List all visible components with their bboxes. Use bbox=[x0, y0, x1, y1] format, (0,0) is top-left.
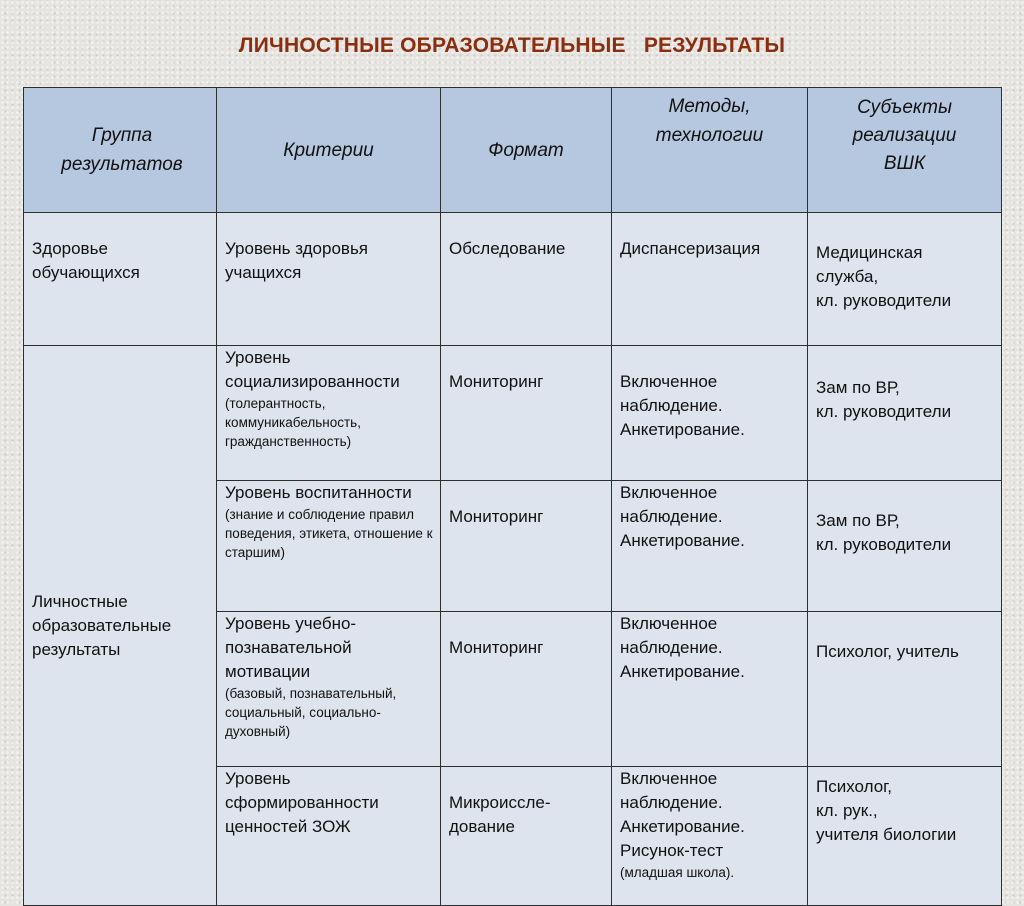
page-title: ЛИЧНОСТНЫЕ ОБРАЗОВАТЕЛЬНЫЕ РЕЗУЛЬТАТЫ bbox=[238, 34, 786, 57]
format-cell: Мониторинг bbox=[441, 346, 612, 481]
criterion-cell: Уровень учебно-познавательной мотивации (базовый, познавательный, социальный, социально-духовный) bbox=[217, 612, 441, 767]
header-methods: Методы, технологии bbox=[612, 88, 808, 213]
group-cell: Здоровье обучающихся bbox=[24, 213, 217, 346]
subjects-cell: Медицинская служба, кл. руководители bbox=[808, 213, 1002, 346]
methods-cell: Диспансеризация bbox=[612, 213, 808, 346]
subjects-cell: Психолог, кл. рук., учителя биологии bbox=[808, 767, 1002, 906]
criterion-cell: Уровень здоровья учащихся bbox=[217, 213, 441, 346]
methods-cell: Включенное наблюдение. Анкетирование. Рисунок-тест (младшая школа). bbox=[612, 767, 808, 906]
results-table bbox=[23, 87, 1002, 906]
subjects-cell: Зам по ВР, кл. руководители bbox=[808, 346, 1002, 481]
criterion-cell: Уровень воспитанности (знание и соблюдение правил поведения, этикета, отношение к старшим) bbox=[217, 481, 441, 612]
methods-cell: Включенное наблюдение. Анкетирование. bbox=[612, 346, 808, 481]
methods-cell: Включенное наблюдение. Анкетирование. bbox=[612, 612, 808, 767]
format-cell: Микроиссле-дование bbox=[441, 767, 612, 906]
methods-cell: Включенное наблюдение. Анкетирование. bbox=[612, 481, 808, 612]
header-group: Группа результатов bbox=[24, 88, 217, 213]
subjects-cell: Психолог, учитель bbox=[808, 612, 1002, 767]
table-header-row bbox=[24, 88, 1002, 213]
group-cell: Личностные образовательные результаты bbox=[24, 346, 217, 906]
subjects-cell: Зам по ВР, кл. руководители bbox=[808, 481, 1002, 612]
header-format: Формат bbox=[441, 88, 612, 213]
header-criteria: Критерии bbox=[217, 88, 441, 213]
table-row bbox=[24, 213, 1002, 346]
criterion-cell: Уровень сформированности ценностей ЗОЖ bbox=[217, 767, 441, 906]
table-row bbox=[24, 346, 1002, 481]
header-subjects: Субъекты реализации ВШК bbox=[808, 88, 1002, 213]
format-cell: Мониторинг bbox=[441, 612, 612, 767]
criterion-cell: Уровень социализированности (толерантность, коммуникабельность, гражданственность) bbox=[217, 346, 441, 481]
format-cell: Обследование bbox=[441, 213, 612, 346]
format-cell: Мониторинг bbox=[441, 481, 612, 612]
